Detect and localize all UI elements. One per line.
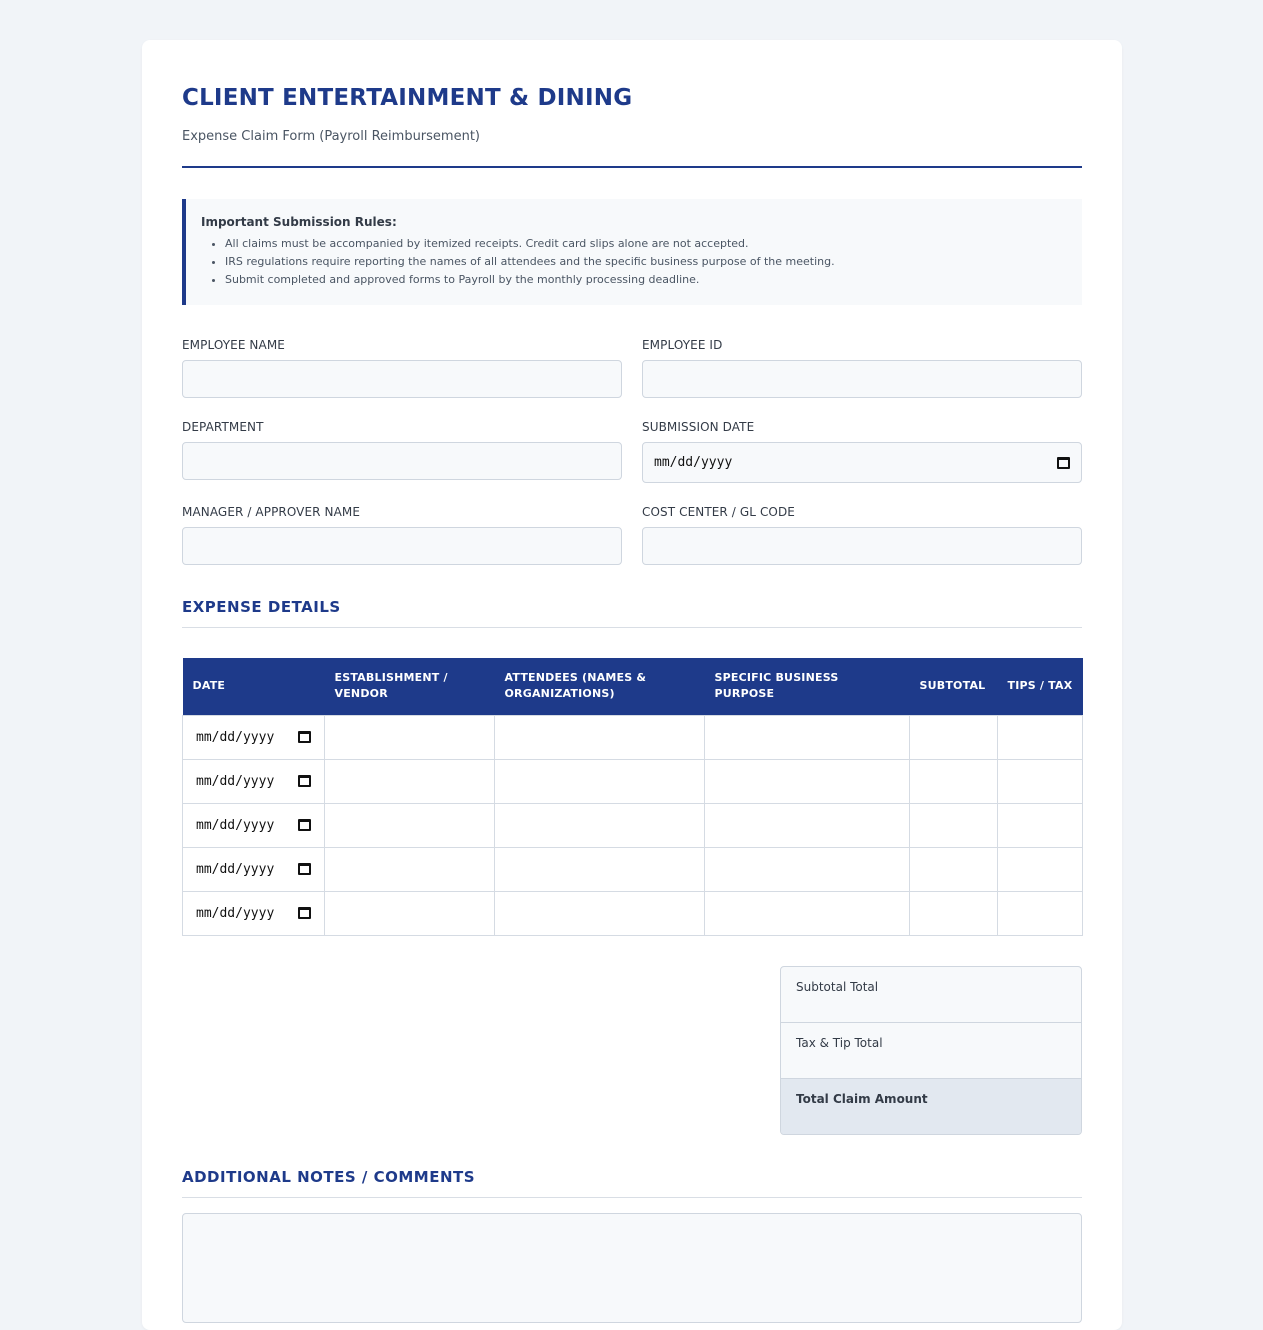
row-date-placeholder: mm/dd/yyyy — [196, 729, 275, 745]
grand-total-label: Total Claim Amount — [796, 1092, 928, 1106]
row-subtotal-input[interactable] — [910, 891, 998, 935]
rule-item: • Submit completed and approved forms to Payroll by the monthly processing deadline. — [225, 271, 1066, 289]
submission-rules-box — [182, 199, 1082, 305]
expense-details-divider — [182, 627, 1082, 628]
expense-row — [183, 759, 1083, 803]
row-date-field[interactable] — [183, 862, 324, 877]
calendar-icon[interactable] — [298, 863, 311, 875]
totals-summary — [780, 966, 1082, 1135]
row-purpose-input[interactable] — [705, 715, 910, 759]
row-attendees-input[interactable] — [495, 803, 705, 847]
calendar-icon[interactable] — [298, 907, 311, 919]
rules-list — [201, 235, 1066, 289]
row-purpose-input[interactable] — [705, 891, 910, 935]
expense-table-body — [183, 715, 1083, 935]
row-date-input[interactable] — [183, 759, 325, 803]
col-subtotal: SUBTOTAL — [910, 658, 998, 715]
col-tips-tax: TIPS / TAX — [998, 658, 1083, 715]
row-purpose-input[interactable] — [705, 803, 910, 847]
notes-title: ADDITIONAL NOTES / COMMENTS — [182, 1168, 476, 1186]
row-date-field[interactable] — [183, 906, 324, 921]
grand-total-row — [781, 1079, 1081, 1135]
row-date-input[interactable] — [183, 847, 325, 891]
calendar-icon[interactable] — [1057, 457, 1070, 469]
row-subtotal-input[interactable] — [910, 847, 998, 891]
row-subtotal-input[interactable] — [910, 715, 998, 759]
row-date-input[interactable] — [183, 715, 325, 759]
row-date-field[interactable] — [183, 818, 324, 833]
row-tips-tax-input[interactable] — [998, 715, 1083, 759]
row-tips-tax-input[interactable] — [998, 803, 1083, 847]
col-attendees: ATTENDEES (NAMES & ORGANIZATIONS) — [495, 658, 705, 715]
row-attendees-input[interactable] — [495, 715, 705, 759]
subtotal-total-label: Subtotal Total — [796, 980, 879, 994]
row-tips-tax-input[interactable] — [998, 759, 1083, 803]
employee-name-label: EMPLOYEE NAME — [182, 338, 285, 352]
notes-divider — [182, 1197, 1082, 1198]
row-tips-tax-input[interactable] — [998, 847, 1083, 891]
row-vendor-input[interactable] — [325, 759, 495, 803]
subtotal-total-row — [781, 967, 1081, 1023]
manager-input[interactable] — [182, 527, 622, 565]
row-date-placeholder: mm/dd/yyyy — [196, 773, 275, 789]
expense-form-card — [142, 40, 1122, 1330]
row-date-input[interactable] — [183, 891, 325, 935]
header-divider — [182, 166, 1082, 168]
calendar-icon[interactable] — [298, 731, 311, 743]
expense-row — [183, 847, 1083, 891]
row-vendor-input[interactable] — [325, 715, 495, 759]
employee-id-label: EMPLOYEE ID — [642, 338, 723, 352]
cost-center-label: COST CENTER / GL CODE — [642, 505, 795, 519]
tax-tip-total-row — [781, 1023, 1081, 1079]
expense-row — [183, 715, 1083, 759]
row-attendees-input[interactable] — [495, 847, 705, 891]
notes-textarea[interactable] — [182, 1213, 1082, 1323]
row-date-placeholder: mm/dd/yyyy — [196, 861, 275, 877]
expense-table-header — [183, 658, 1083, 715]
expense-row — [183, 891, 1083, 935]
date-placeholder: mm/dd/yyyy — [654, 455, 733, 470]
row-date-field[interactable] — [183, 730, 324, 745]
row-purpose-input[interactable] — [705, 847, 910, 891]
department-input[interactable] — [182, 442, 622, 480]
row-date-field[interactable] — [183, 774, 324, 789]
form-subtitle: Expense Claim Form (Payroll Reimbursement) — [182, 129, 480, 144]
row-subtotal-input[interactable] — [910, 759, 998, 803]
col-purpose: SPECIFIC BUSINESS PURPOSE — [705, 658, 910, 715]
employee-id-input[interactable] — [642, 360, 1082, 398]
rules-heading: Important Submission Rules: — [201, 215, 397, 229]
tax-tip-total-label: Tax & Tip Total — [796, 1036, 883, 1050]
calendar-icon[interactable] — [298, 775, 311, 787]
row-tips-tax-input[interactable] — [998, 891, 1083, 935]
expense-table — [182, 658, 1083, 936]
row-attendees-input[interactable] — [495, 759, 705, 803]
row-date-placeholder: mm/dd/yyyy — [196, 905, 275, 921]
calendar-icon[interactable] — [298, 819, 311, 831]
submission-date-label: SUBMISSION DATE — [642, 420, 755, 434]
row-attendees-input[interactable] — [495, 891, 705, 935]
cost-center-input[interactable] — [642, 527, 1082, 565]
form-title: CLIENT ENTERTAINMENT & DINING — [182, 85, 633, 111]
col-date: DATE — [183, 658, 325, 715]
row-date-placeholder: mm/dd/yyyy — [196, 817, 275, 833]
department-label: DEPARTMENT — [182, 420, 264, 434]
rule-item: • All claims must be accompanied by itemized receipts. Credit card slips alone are not accepted. — [225, 235, 1066, 253]
row-vendor-input[interactable] — [325, 847, 495, 891]
row-vendor-input[interactable] — [325, 891, 495, 935]
row-vendor-input[interactable] — [325, 803, 495, 847]
col-vendor: ESTABLISHMENT / VENDOR — [325, 658, 495, 715]
employee-name-input[interactable] — [182, 360, 622, 398]
rule-item: • IRS regulations require reporting the names of all attendees and the specific business purpose of the meeting. — [225, 253, 1066, 271]
row-purpose-input[interactable] — [705, 759, 910, 803]
expense-details-title: EXPENSE DETAILS — [182, 598, 341, 616]
manager-label: MANAGER / APPROVER NAME — [182, 505, 361, 519]
expense-row — [183, 803, 1083, 847]
submission-date-input[interactable] — [642, 442, 1082, 483]
row-subtotal-input[interactable] — [910, 803, 998, 847]
row-date-input[interactable] — [183, 803, 325, 847]
